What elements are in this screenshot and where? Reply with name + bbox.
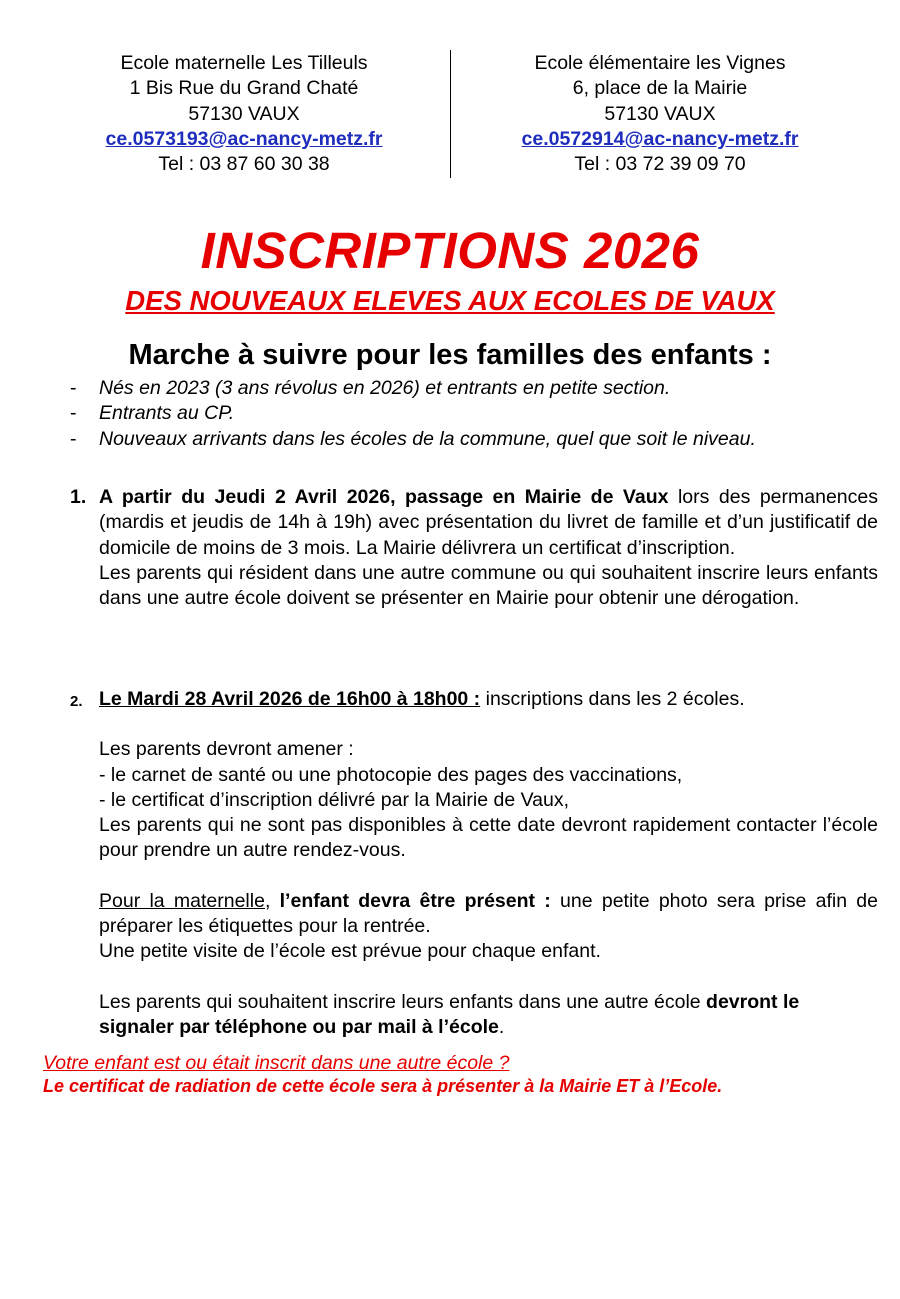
school-name: Ecole élémentaire les Vignes (534, 52, 786, 74)
step-number: 2. (70, 693, 83, 710)
other-school-end: . (498, 1015, 505, 1038)
bring-item: - le certificat d’inscription délivré par la Mairie de Vaux, (99, 788, 569, 811)
maternelle-text: une petite photo sera prise afin de préparer les étiquettes pour la rentrée. (99, 889, 878, 938)
page-subtitle: DES NOUVEAUX ELEVES AUX ECOLES DE VAUX (125, 285, 775, 316)
maternelle-bold: l’enfant devra être présent : (270, 889, 551, 912)
list-item: - Nouveaux arrivants dans les écoles de la commune, quel que soit le niveau. (68, 427, 868, 452)
school-address: 6, place de la Mairie (572, 77, 748, 100)
eligibility-list (68, 376, 868, 452)
school-email-link[interactable]: ce.0573193@ac-nancy-metz.fr (105, 127, 383, 150)
footer-certificate: Le certificat de radiation de cette école sera à présenter à la Mairie ET à l’Ecole. (43, 1076, 723, 1096)
bring-item: - le carnet de santé ou une photocopie des pages des vaccinations, (99, 763, 683, 786)
header-left-school (84, 51, 404, 177)
step-1 (68, 485, 878, 611)
school-phone: Tel : 03 87 60 30 38 (158, 153, 330, 176)
other-school-bold: devront le signaler par téléphone ou par mail à l’école (99, 990, 800, 1038)
school-city: 57130 VAUX (188, 102, 300, 125)
header-right-school (500, 51, 820, 177)
step-text: inscriptions dans les 2 écoles. (480, 688, 745, 710)
footer-question: Votre enfant est ou était inscrit dans une autre école ? (43, 1052, 510, 1074)
school-phone: Tel : 03 72 39 09 70 (574, 153, 746, 176)
maternelle-label: Pour la maternelle (99, 889, 265, 912)
list-item: - Nés en 2023 (3 ans révolus en 2026) et entrants en petite section. (68, 376, 868, 401)
section-heading: Marche à suivre pour les familles des enfants : (128, 339, 772, 371)
page-title: INSCRIPTIONS 2026 (200, 222, 700, 279)
footer-note (43, 1052, 863, 1098)
step-lead: Le Mardi 28 Avril 2026 de 16h00 à 18h00 : (99, 688, 481, 710)
bring-intro: Les parents devront amener : (99, 738, 354, 761)
step-2 (68, 687, 878, 1040)
step-text: lors des permanences (mardis et jeudis de 14h à 19h) avec présentation du livret de famille et d’un justificatif de domicile de moins de 3 mois. La Mairie délivrera un certificat d’inscription. (99, 486, 878, 559)
comma: , (264, 889, 271, 912)
step-paragraph: Les parents qui résident dans une autre commune ou qui souhaitent inscrire leurs enfants dans une autre école doivent se présenter en Mairie pour obtenir une dérogation. (99, 561, 878, 610)
school-email-link[interactable]: ce.0572914@ac-nancy-metz.fr (521, 127, 799, 150)
unavailable-note: Les parents qui ne sont pas disponibles à cette date devront rapidement contacter l’école pour prendre un autre rendez-vous. (99, 814, 878, 862)
list-item: - Entrants au CP. (68, 401, 868, 426)
step-lead: A partir du Jeudi 2 Avril 2026, passage en Mairie de Vaux (99, 486, 669, 508)
other-school-text: Les parents qui souhaitent inscrire leurs enfants dans une autre école (99, 990, 707, 1013)
header-divider (450, 50, 451, 178)
visit-note: Une petite visite de l’école est prévue pour chaque enfant. (99, 940, 601, 963)
school-address: 1 Bis Rue du Grand Chaté (129, 77, 359, 100)
school-city: 57130 VAUX (604, 102, 716, 125)
school-name: Ecole maternelle Les Tilleuls (120, 52, 368, 74)
step-number: 1. (70, 486, 87, 508)
